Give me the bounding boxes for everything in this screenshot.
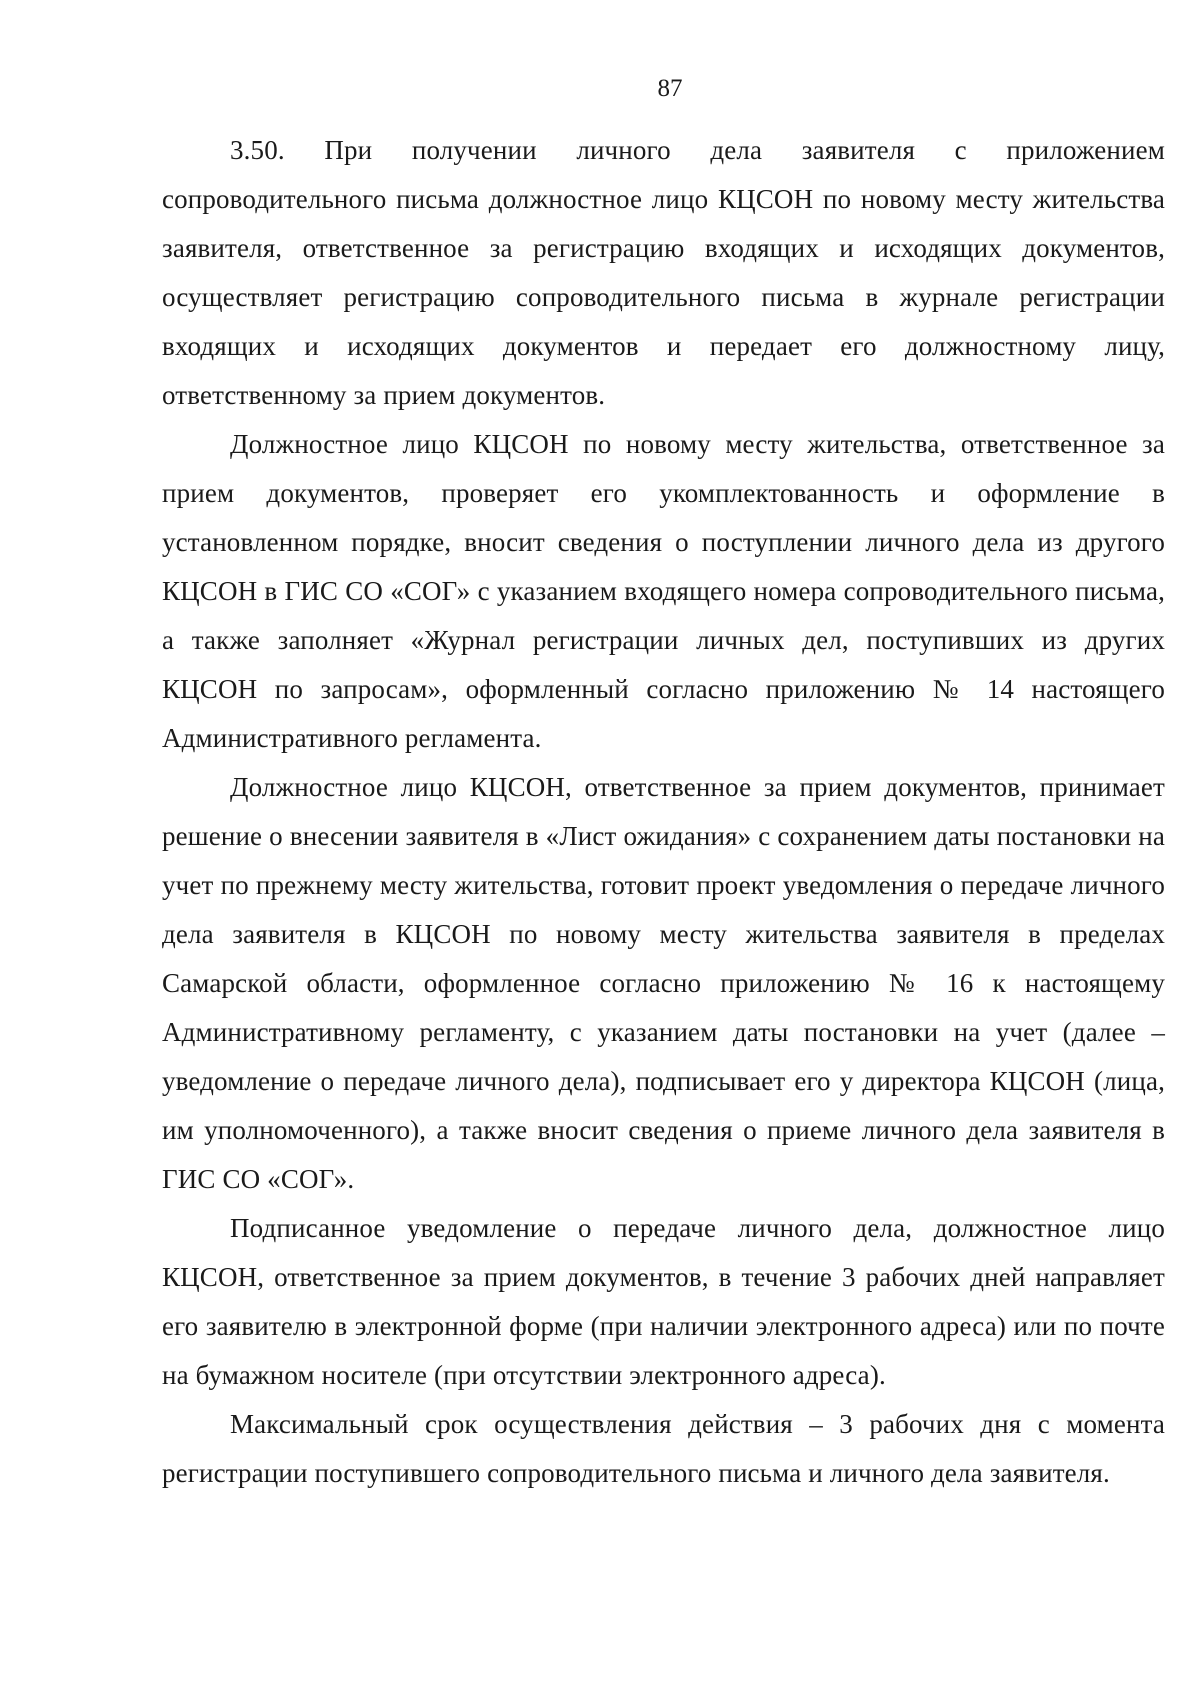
paragraph-waiting-list-decision: Должностное лицо КЦСОН, ответственное за прием документов, принимает решение о внесении заявителя в «Лист ожидания» с сохранением даты постановки на учет по прежнему месту жительства, готовит проект уведомления о передаче личного дела заявителя в КЦСОН по новому месту жительства заявителя в пределах Самарской области, оформленное согласно приложению № 16 к настоящему Административному регламенту, с указанием даты постановки на учет (далее – уведомление о передаче личного дела), подписывает его у директора КЦСОН (лица, им уполномоченного), а также вносит сведения о приеме личного дела заявителя в ГИС СО «СОГ».	[162, 772, 1165, 1194]
paragraph-notification-sending: Подписанное уведомление о передаче личного дела, должностное лицо КЦСОН, ответственное за прием документов, в течение 3 рабочих дней направляет его заявителю в электронной форме (при наличии электронного адреса) или по почте на бумажном носителе (при отсутствии электронного адреса).	[162, 1213, 1165, 1390]
paragraph-registration-check: Должностное лицо КЦСОН по новому месту жительства, ответственное за прием документов, проверяет его укомплектованность и оформление в установленном порядке, вносит сведения о поступлении личного дела из другого КЦСОН в ГИС СО «СОГ» с указанием входящего номера сопроводительного письма, а также заполняет «Журнал регистрации личных дел, поступивших из других КЦСОН по запросам», оформленный согласно приложению № 14 настоящего Административного регламента.	[162, 429, 1165, 753]
paragraph-max-term: Максимальный срок осуществления действия – 3 рабочих дня с момента регистрации поступившего сопроводительного письма и личного дела заявителя.	[162, 1409, 1165, 1488]
paragraph-3-50: 3.50. При получении личного дела заявителя с приложением сопроводительного письма должностное лицо КЦСОН по новому месту жительства заявителя, ответственное за регистрацию входящих и исходящих документов, осуществляет регистрацию сопроводительного письма в журнале регистрации входящих и исходящих документов и передает его должностному лицу, ответственному за прием документов.	[162, 135, 1165, 410]
document-body	[162, 126, 1165, 1498]
page-number: 87	[657, 75, 683, 102]
